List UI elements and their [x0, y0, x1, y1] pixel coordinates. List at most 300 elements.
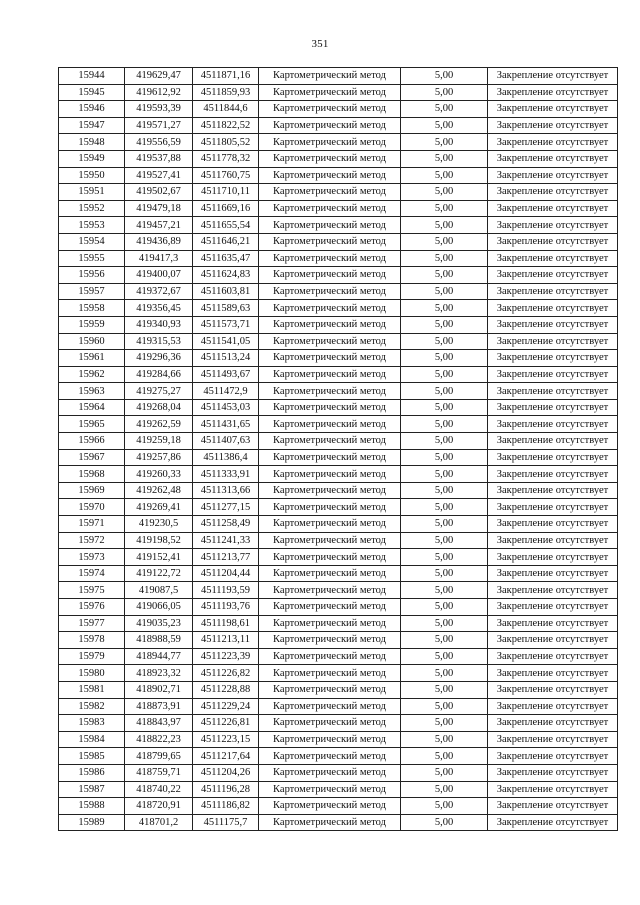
table-row: [59, 565, 618, 582]
table-row: [59, 599, 618, 616]
fixation-cell: Закрепление отсутствует: [488, 549, 618, 566]
x-coordinate-cell: 418988,59: [125, 632, 193, 649]
fixation-cell: Закрепление отсутствует: [488, 632, 618, 649]
method-cell: Картометрический метод: [259, 549, 401, 566]
accuracy-cell: 5,00: [401, 68, 488, 85]
x-coordinate-cell: 419372,67: [125, 283, 193, 300]
table-body: [59, 68, 618, 831]
x-coordinate-cell: 418720,91: [125, 798, 193, 815]
point-number-cell: 15969: [59, 482, 125, 499]
fixation-cell: Закрепление отсутствует: [488, 814, 618, 831]
method-cell: Картометрический метод: [259, 134, 401, 151]
y-coordinate-cell: 4511760,75: [193, 167, 259, 184]
point-number-cell: 15948: [59, 134, 125, 151]
fixation-cell: Закрепление отсутствует: [488, 150, 618, 167]
fixation-cell: Закрепление отсутствует: [488, 333, 618, 350]
x-coordinate-cell: 419417,3: [125, 250, 193, 267]
y-coordinate-cell: 4511229,24: [193, 698, 259, 715]
method-cell: Картометрический метод: [259, 814, 401, 831]
method-cell: Картометрический метод: [259, 599, 401, 616]
method-cell: Картометрический метод: [259, 449, 401, 466]
point-number-cell: 15984: [59, 731, 125, 748]
table-row: [59, 150, 618, 167]
x-coordinate-cell: 419262,48: [125, 482, 193, 499]
accuracy-cell: 5,00: [401, 781, 488, 798]
method-cell: Картометрический метод: [259, 433, 401, 450]
method-cell: Картометрический метод: [259, 383, 401, 400]
method-cell: Картометрический метод: [259, 399, 401, 416]
table-row: [59, 648, 618, 665]
table-row: [59, 798, 618, 815]
point-number-cell: 15985: [59, 748, 125, 765]
accuracy-cell: 5,00: [401, 764, 488, 781]
table-row: [59, 665, 618, 682]
method-cell: Картометрический метод: [259, 764, 401, 781]
method-cell: Картометрический метод: [259, 267, 401, 284]
method-cell: Картометрический метод: [259, 632, 401, 649]
x-coordinate-cell: 419275,27: [125, 383, 193, 400]
method-cell: Картометрический метод: [259, 150, 401, 167]
accuracy-cell: 5,00: [401, 482, 488, 499]
x-coordinate-cell: 419571,27: [125, 117, 193, 134]
method-cell: Картометрический метод: [259, 516, 401, 533]
point-number-cell: 15972: [59, 532, 125, 549]
y-coordinate-cell: 4511822,52: [193, 117, 259, 134]
fixation-cell: Закрепление отсутствует: [488, 117, 618, 134]
method-cell: Картометрический метод: [259, 316, 401, 333]
fixation-cell: Закрепление отсутствует: [488, 698, 618, 715]
y-coordinate-cell: 4511204,44: [193, 565, 259, 582]
method-cell: Картометрический метод: [259, 283, 401, 300]
fixation-cell: Закрепление отсутствует: [488, 449, 618, 466]
method-cell: Картометрический метод: [259, 781, 401, 798]
fixation-cell: Закрепление отсутствует: [488, 250, 618, 267]
table-row: [59, 167, 618, 184]
x-coordinate-cell: 419269,41: [125, 499, 193, 516]
x-coordinate-cell: 419087,5: [125, 582, 193, 599]
x-coordinate-cell: 419356,45: [125, 300, 193, 317]
x-coordinate-cell: 419502,67: [125, 184, 193, 201]
x-coordinate-cell: 419612,92: [125, 84, 193, 101]
y-coordinate-cell: 4511204,26: [193, 764, 259, 781]
method-cell: Картометрический метод: [259, 416, 401, 433]
method-cell: Картометрический метод: [259, 698, 401, 715]
point-number-cell: 15946: [59, 101, 125, 118]
fixation-cell: Закрепление отсутствует: [488, 366, 618, 383]
coordinates-table: [58, 67, 618, 831]
accuracy-cell: 5,00: [401, 350, 488, 367]
accuracy-cell: 5,00: [401, 383, 488, 400]
point-number-cell: 15986: [59, 764, 125, 781]
accuracy-cell: 5,00: [401, 615, 488, 632]
fixation-cell: Закрепление отсутствует: [488, 482, 618, 499]
accuracy-cell: 5,00: [401, 217, 488, 234]
table-row: [59, 582, 618, 599]
y-coordinate-cell: 4511472,9: [193, 383, 259, 400]
table-row: [59, 316, 618, 333]
point-number-cell: 15955: [59, 250, 125, 267]
accuracy-cell: 5,00: [401, 798, 488, 815]
y-coordinate-cell: 4511228,88: [193, 681, 259, 698]
y-coordinate-cell: 4511186,82: [193, 798, 259, 815]
fixation-cell: Закрепление отсутствует: [488, 665, 618, 682]
y-coordinate-cell: 4511710,11: [193, 184, 259, 201]
y-coordinate-cell: 4511313,66: [193, 482, 259, 499]
table-row: [59, 698, 618, 715]
x-coordinate-cell: 419066,05: [125, 599, 193, 616]
table-row: [59, 814, 618, 831]
method-cell: Картометрический метод: [259, 101, 401, 118]
accuracy-cell: 5,00: [401, 366, 488, 383]
y-coordinate-cell: 4511213,77: [193, 549, 259, 566]
table-row: [59, 200, 618, 217]
fixation-cell: Закрепление отсутствует: [488, 68, 618, 85]
accuracy-cell: 5,00: [401, 416, 488, 433]
x-coordinate-cell: 419259,18: [125, 433, 193, 450]
x-coordinate-cell: 418701,2: [125, 814, 193, 831]
y-coordinate-cell: 4511635,47: [193, 250, 259, 267]
x-coordinate-cell: 418843,97: [125, 715, 193, 732]
table-row: [59, 134, 618, 151]
y-coordinate-cell: 4511431,65: [193, 416, 259, 433]
fixation-cell: Закрепление отсутствует: [488, 715, 618, 732]
point-number-cell: 15951: [59, 184, 125, 201]
method-cell: Картометрический метод: [259, 532, 401, 549]
y-coordinate-cell: 4511655,54: [193, 217, 259, 234]
table-row: [59, 399, 618, 416]
fixation-cell: Закрепление отсутствует: [488, 648, 618, 665]
point-number-cell: 15950: [59, 167, 125, 184]
method-cell: Картометрический метод: [259, 350, 401, 367]
y-coordinate-cell: 4511624,83: [193, 267, 259, 284]
fixation-cell: Закрепление отсутствует: [488, 433, 618, 450]
x-coordinate-cell: 419284,66: [125, 366, 193, 383]
x-coordinate-cell: 419152,41: [125, 549, 193, 566]
accuracy-cell: 5,00: [401, 565, 488, 582]
fixation-cell: Закрепление отсутствует: [488, 781, 618, 798]
accuracy-cell: 5,00: [401, 134, 488, 151]
accuracy-cell: 5,00: [401, 731, 488, 748]
y-coordinate-cell: 4511573,71: [193, 316, 259, 333]
point-number-cell: 15980: [59, 665, 125, 682]
fixation-cell: Закрепление отсутствует: [488, 748, 618, 765]
method-cell: Картометрический метод: [259, 233, 401, 250]
fixation-cell: Закрепление отсутствует: [488, 84, 618, 101]
x-coordinate-cell: 418822,23: [125, 731, 193, 748]
table-row: [59, 300, 618, 317]
x-coordinate-cell: 419593,39: [125, 101, 193, 118]
point-number-cell: 15975: [59, 582, 125, 599]
accuracy-cell: 5,00: [401, 84, 488, 101]
x-coordinate-cell: 419268,04: [125, 399, 193, 416]
table-row: [59, 615, 618, 632]
accuracy-cell: 5,00: [401, 466, 488, 483]
point-number-cell: 15977: [59, 615, 125, 632]
point-number-cell: 15981: [59, 681, 125, 698]
method-cell: Картометрический метод: [259, 648, 401, 665]
accuracy-cell: 5,00: [401, 184, 488, 201]
table-row: [59, 250, 618, 267]
table-row: [59, 516, 618, 533]
point-number-cell: 15957: [59, 283, 125, 300]
y-coordinate-cell: 4511333,91: [193, 466, 259, 483]
method-cell: Картометрический метод: [259, 117, 401, 134]
point-number-cell: 15970: [59, 499, 125, 516]
point-number-cell: 15960: [59, 333, 125, 350]
y-coordinate-cell: 4511513,24: [193, 350, 259, 367]
fixation-cell: Закрепление отсутствует: [488, 267, 618, 284]
accuracy-cell: 5,00: [401, 233, 488, 250]
fixation-cell: Закрепление отсутствует: [488, 200, 618, 217]
method-cell: Картометрический метод: [259, 582, 401, 599]
point-number-cell: 15962: [59, 366, 125, 383]
table-row: [59, 499, 618, 516]
point-number-cell: 15971: [59, 516, 125, 533]
table-row: [59, 549, 618, 566]
accuracy-cell: 5,00: [401, 150, 488, 167]
y-coordinate-cell: 4511844,6: [193, 101, 259, 118]
fixation-cell: Закрепление отсутствует: [488, 217, 618, 234]
point-number-cell: 15952: [59, 200, 125, 217]
fixation-cell: Закрепление отсутствует: [488, 283, 618, 300]
x-coordinate-cell: 419257,86: [125, 449, 193, 466]
y-coordinate-cell: 4511871,16: [193, 68, 259, 85]
y-coordinate-cell: 4511226,81: [193, 715, 259, 732]
method-cell: Картометрический метод: [259, 681, 401, 698]
y-coordinate-cell: 4511241,33: [193, 532, 259, 549]
x-coordinate-cell: 419457,21: [125, 217, 193, 234]
table-row: [59, 350, 618, 367]
y-coordinate-cell: 4511859,93: [193, 84, 259, 101]
y-coordinate-cell: 4511198,61: [193, 615, 259, 632]
point-number-cell: 15949: [59, 150, 125, 167]
table-row: [59, 101, 618, 118]
accuracy-cell: 5,00: [401, 549, 488, 566]
y-coordinate-cell: 4511805,52: [193, 134, 259, 151]
method-cell: Картометрический метод: [259, 499, 401, 516]
point-number-cell: 15959: [59, 316, 125, 333]
x-coordinate-cell: 419260,33: [125, 466, 193, 483]
x-coordinate-cell: 418759,71: [125, 764, 193, 781]
x-coordinate-cell: 418740,22: [125, 781, 193, 798]
accuracy-cell: 5,00: [401, 101, 488, 118]
method-cell: Картометрический метод: [259, 184, 401, 201]
x-coordinate-cell: 419629,47: [125, 68, 193, 85]
point-number-cell: 15945: [59, 84, 125, 101]
y-coordinate-cell: 4511213,11: [193, 632, 259, 649]
accuracy-cell: 5,00: [401, 748, 488, 765]
fixation-cell: Закрепление отсутствует: [488, 101, 618, 118]
table-row: [59, 333, 618, 350]
method-cell: Картометрический метод: [259, 366, 401, 383]
x-coordinate-cell: 419296,36: [125, 350, 193, 367]
x-coordinate-cell: 418944,77: [125, 648, 193, 665]
fixation-cell: Закрепление отсутствует: [488, 681, 618, 698]
x-coordinate-cell: 419340,93: [125, 316, 193, 333]
fixation-cell: Закрепление отсутствует: [488, 466, 618, 483]
table-row: [59, 715, 618, 732]
table-row: [59, 532, 618, 549]
fixation-cell: Закрепление отсутствует: [488, 416, 618, 433]
y-coordinate-cell: 4511196,28: [193, 781, 259, 798]
y-coordinate-cell: 4511407,63: [193, 433, 259, 450]
y-coordinate-cell: 4511603,81: [193, 283, 259, 300]
point-number-cell: 15947: [59, 117, 125, 134]
fixation-cell: Закрепление отсутствует: [488, 499, 618, 516]
accuracy-cell: 5,00: [401, 814, 488, 831]
point-number-cell: 15964: [59, 399, 125, 416]
point-number-cell: 15982: [59, 698, 125, 715]
y-coordinate-cell: 4511193,59: [193, 582, 259, 599]
point-number-cell: 15958: [59, 300, 125, 317]
table-row: [59, 84, 618, 101]
accuracy-cell: 5,00: [401, 449, 488, 466]
fixation-cell: Закрепление отсутствует: [488, 582, 618, 599]
x-coordinate-cell: 419556,59: [125, 134, 193, 151]
accuracy-cell: 5,00: [401, 300, 488, 317]
table-row: [59, 449, 618, 466]
table-row: [59, 416, 618, 433]
accuracy-cell: 5,00: [401, 250, 488, 267]
accuracy-cell: 5,00: [401, 117, 488, 134]
method-cell: Картометрический метод: [259, 565, 401, 582]
x-coordinate-cell: 419198,52: [125, 532, 193, 549]
point-number-cell: 15968: [59, 466, 125, 483]
y-coordinate-cell: 4511453,03: [193, 399, 259, 416]
table-row: [59, 632, 618, 649]
table-row: [59, 233, 618, 250]
x-coordinate-cell: 419122,72: [125, 565, 193, 582]
method-cell: Картометрический метод: [259, 798, 401, 815]
method-cell: Картометрический метод: [259, 300, 401, 317]
method-cell: Картометрический метод: [259, 731, 401, 748]
method-cell: Картометрический метод: [259, 665, 401, 682]
point-number-cell: 15956: [59, 267, 125, 284]
accuracy-cell: 5,00: [401, 200, 488, 217]
y-coordinate-cell: 4511223,39: [193, 648, 259, 665]
accuracy-cell: 5,00: [401, 715, 488, 732]
fixation-cell: Закрепление отсутствует: [488, 565, 618, 582]
table-row: [59, 748, 618, 765]
table-row: [59, 217, 618, 234]
x-coordinate-cell: 419315,53: [125, 333, 193, 350]
fixation-cell: Закрепление отсутствует: [488, 599, 618, 616]
y-coordinate-cell: 4511223,15: [193, 731, 259, 748]
fixation-cell: Закрепление отсутствует: [488, 167, 618, 184]
fixation-cell: Закрепление отсутствует: [488, 350, 618, 367]
x-coordinate-cell: 419262,59: [125, 416, 193, 433]
point-number-cell: 15974: [59, 565, 125, 582]
y-coordinate-cell: 4511258,49: [193, 516, 259, 533]
point-number-cell: 15961: [59, 350, 125, 367]
y-coordinate-cell: 4511541,05: [193, 333, 259, 350]
x-coordinate-cell: 419527,41: [125, 167, 193, 184]
fixation-cell: Закрепление отсутствует: [488, 316, 618, 333]
point-number-cell: 15989: [59, 814, 125, 831]
table-row: [59, 482, 618, 499]
method-cell: Картометрический метод: [259, 217, 401, 234]
table-row: [59, 764, 618, 781]
point-number-cell: 15963: [59, 383, 125, 400]
method-cell: Картометрический метод: [259, 250, 401, 267]
method-cell: Картометрический метод: [259, 466, 401, 483]
accuracy-cell: 5,00: [401, 632, 488, 649]
point-number-cell: 15973: [59, 549, 125, 566]
accuracy-cell: 5,00: [401, 665, 488, 682]
fixation-cell: Закрепление отсутствует: [488, 764, 618, 781]
point-number-cell: 15967: [59, 449, 125, 466]
fixation-cell: Закрепление отсутствует: [488, 233, 618, 250]
point-number-cell: 15987: [59, 781, 125, 798]
x-coordinate-cell: 419035,23: [125, 615, 193, 632]
y-coordinate-cell: 4511493,67: [193, 366, 259, 383]
table-row: [59, 731, 618, 748]
accuracy-cell: 5,00: [401, 399, 488, 416]
fixation-cell: Закрепление отсутствует: [488, 300, 618, 317]
point-number-cell: 15979: [59, 648, 125, 665]
y-coordinate-cell: 4511175,7: [193, 814, 259, 831]
fixation-cell: Закрепление отсутствует: [488, 516, 618, 533]
y-coordinate-cell: 4511589,63: [193, 300, 259, 317]
y-coordinate-cell: 4511217,64: [193, 748, 259, 765]
table-row: [59, 466, 618, 483]
x-coordinate-cell: 419400,07: [125, 267, 193, 284]
accuracy-cell: 5,00: [401, 582, 488, 599]
table-row: [59, 366, 618, 383]
x-coordinate-cell: 418873,91: [125, 698, 193, 715]
accuracy-cell: 5,00: [401, 167, 488, 184]
fixation-cell: Закрепление отсутствует: [488, 399, 618, 416]
point-number-cell: 15944: [59, 68, 125, 85]
x-coordinate-cell: 419537,88: [125, 150, 193, 167]
point-number-cell: 15966: [59, 433, 125, 450]
table-row: [59, 68, 618, 85]
y-coordinate-cell: 4511386,4: [193, 449, 259, 466]
fixation-cell: Закрепление отсутствует: [488, 532, 618, 549]
y-coordinate-cell: 4511669,16: [193, 200, 259, 217]
method-cell: Картометрический метод: [259, 715, 401, 732]
y-coordinate-cell: 4511193,76: [193, 599, 259, 616]
method-cell: Картометрический метод: [259, 68, 401, 85]
fixation-cell: Закрепление отсутствует: [488, 383, 618, 400]
table-row: [59, 117, 618, 134]
fixation-cell: Закрепление отсутствует: [488, 184, 618, 201]
method-cell: Картометрический метод: [259, 200, 401, 217]
fixation-cell: Закрепление отсутствует: [488, 798, 618, 815]
table-row: [59, 433, 618, 450]
accuracy-cell: 5,00: [401, 648, 488, 665]
point-number-cell: 15954: [59, 233, 125, 250]
method-cell: Картометрический метод: [259, 167, 401, 184]
method-cell: Картометрический метод: [259, 748, 401, 765]
x-coordinate-cell: 419479,18: [125, 200, 193, 217]
point-number-cell: 15988: [59, 798, 125, 815]
fixation-cell: Закрепление отсутствует: [488, 134, 618, 151]
point-number-cell: 15965: [59, 416, 125, 433]
table-row: [59, 781, 618, 798]
table-row: [59, 383, 618, 400]
method-cell: Картометрический метод: [259, 482, 401, 499]
accuracy-cell: 5,00: [401, 698, 488, 715]
point-number-cell: 15953: [59, 217, 125, 234]
fixation-cell: Закрепление отсутствует: [488, 615, 618, 632]
point-number-cell: 15978: [59, 632, 125, 649]
x-coordinate-cell: 419436,89: [125, 233, 193, 250]
y-coordinate-cell: 4511277,15: [193, 499, 259, 516]
accuracy-cell: 5,00: [401, 316, 488, 333]
table-row: [59, 184, 618, 201]
point-number-cell: 15983: [59, 715, 125, 732]
